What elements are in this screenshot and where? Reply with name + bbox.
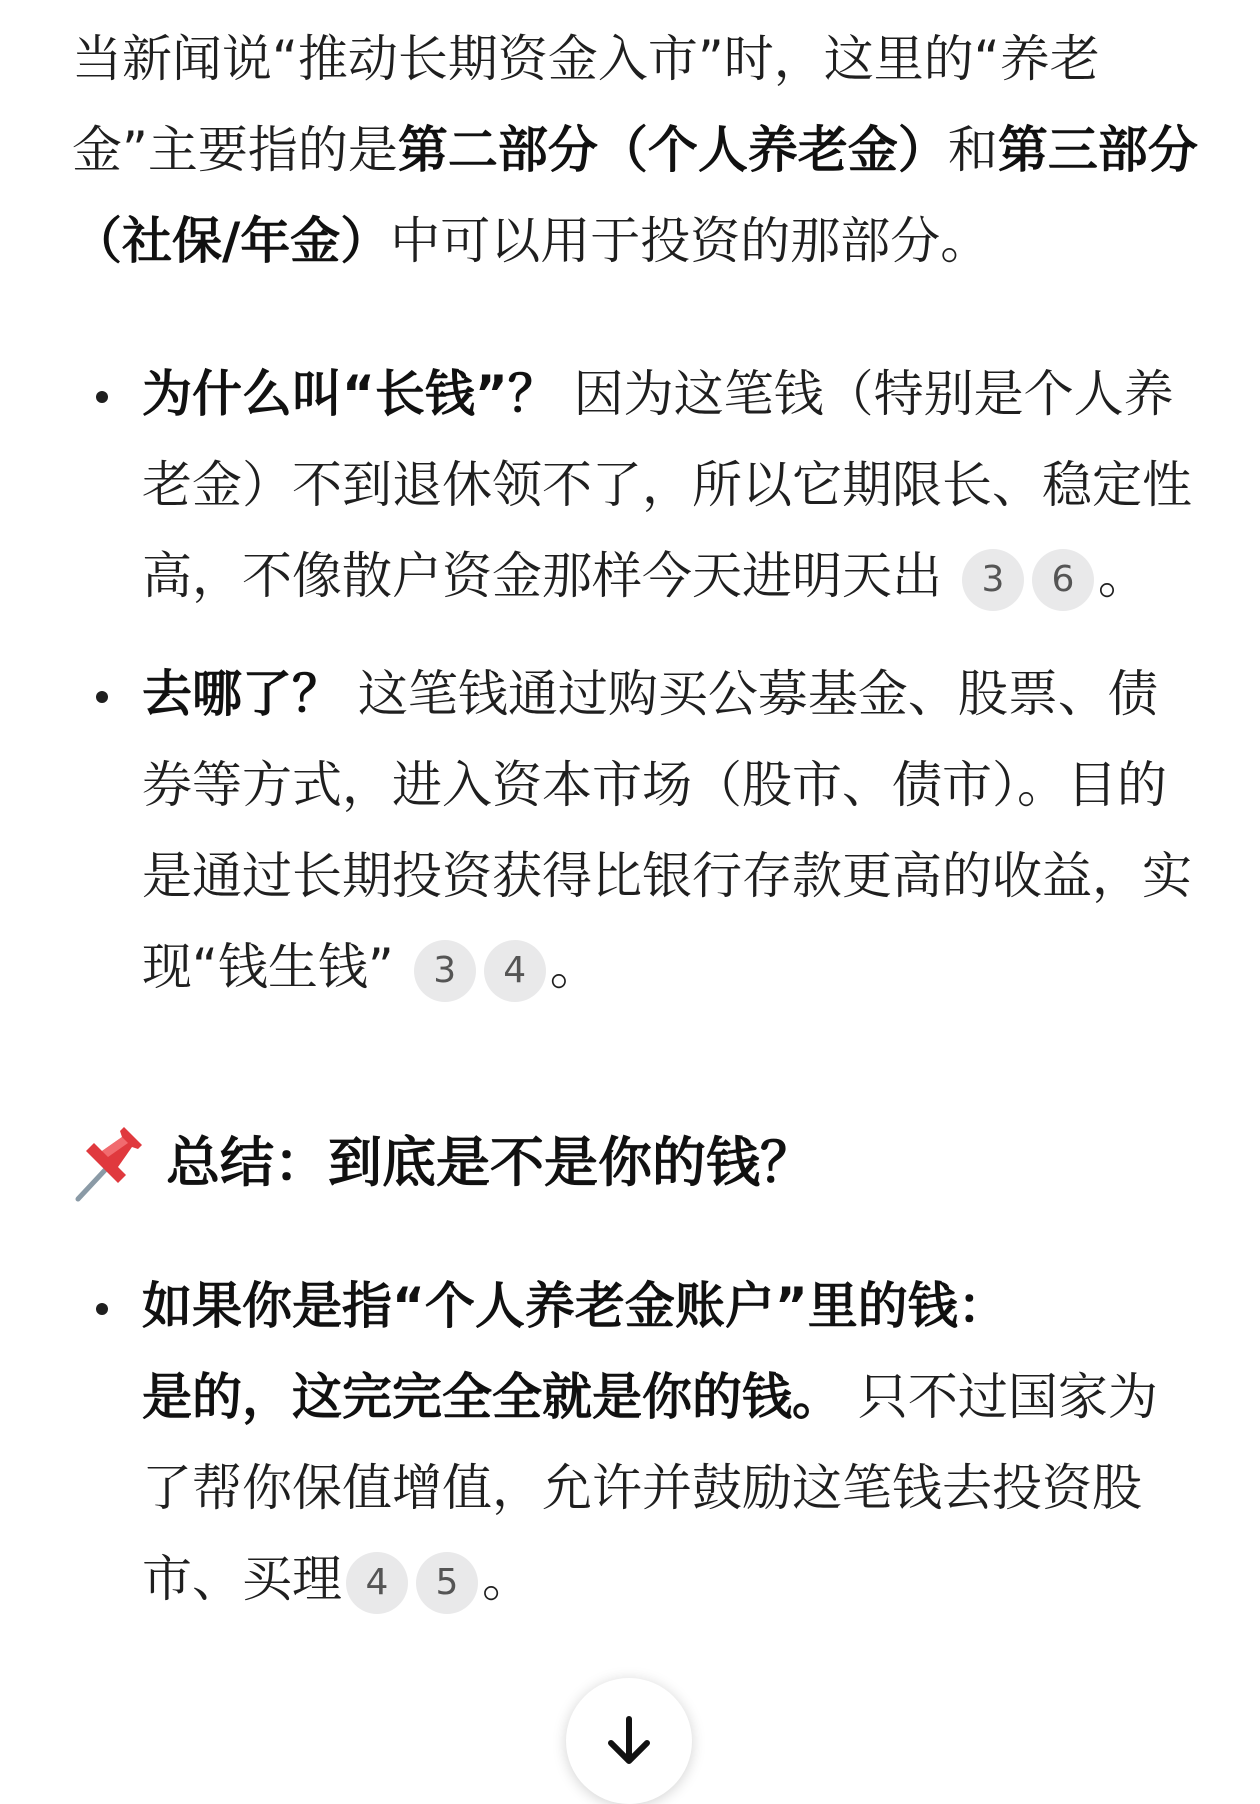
citation-chip[interactable]: 4 — [346, 1552, 408, 1614]
scroll-to-bottom-button[interactable] — [566, 1678, 692, 1804]
citation-chip[interactable]: 5 — [416, 1552, 478, 1614]
intro-text: 中可以用于投资的那部分。 — [390, 212, 991, 270]
intro-bold-part3: 第三部分（社保/年金） — [72, 121, 1198, 270]
bullet-text: 这笔钱通过购买公募基金、股票、债券等方式，进入资本市场（股市、债市）。目的是通过长期投资获得比银行存款更高的收益，实现“钱生钱” — [142, 665, 1192, 996]
intro-bold-part2: 第二部分（个人养老金） — [397, 121, 948, 179]
bullet-emphasis: 是的，这完完全全就是你的钱。 — [142, 1368, 842, 1426]
chat-response — [72, 14, 1202, 1625]
intro-paragraph — [72, 14, 1202, 287]
citation-chip[interactable]: 3 — [962, 549, 1024, 611]
list-item — [72, 1261, 1202, 1625]
list-item — [72, 349, 1202, 622]
summary-heading — [72, 1123, 1202, 1203]
intro-text: 和 — [947, 121, 998, 179]
summary-title: 总结：到底是不是你的钱？ — [166, 1131, 814, 1194]
summary-list — [72, 1261, 1202, 1625]
arrow-down-icon — [605, 1715, 653, 1767]
bullet-end: 。 — [549, 938, 600, 996]
bullet-text: 因为这笔钱（特别是个人养老金）不到退休领不了，所以它期限长、稳定性高，不像散户资金那样今天进明天出 — [142, 365, 1192, 605]
list-item — [72, 649, 1202, 1013]
pushpin-icon — [72, 1123, 148, 1203]
citation-chip[interactable]: 6 — [1032, 549, 1094, 611]
bullet-end: 。 — [1097, 547, 1148, 605]
citation-chip[interactable]: 3 — [414, 940, 476, 1002]
citation-chip[interactable]: 4 — [484, 940, 546, 1002]
bullet-end: 。 — [482, 1550, 532, 1608]
bullet-heading: 如果你是指“个人养老金账户”里的钱： — [142, 1277, 1008, 1335]
intro-text: 当新闻说“推动长期资金入市”时，这里的“养老金”主要指的是 — [72, 30, 1100, 179]
bullet-heading: 为什么叫“长钱”？ — [142, 365, 558, 423]
explanation-list — [72, 349, 1202, 1013]
bullet-heading: 去哪了？ — [142, 665, 342, 723]
bullet-text: 只不过国家为了帮你保值增值，允许并鼓励这笔钱去投资股市、买理 — [142, 1368, 1158, 1608]
